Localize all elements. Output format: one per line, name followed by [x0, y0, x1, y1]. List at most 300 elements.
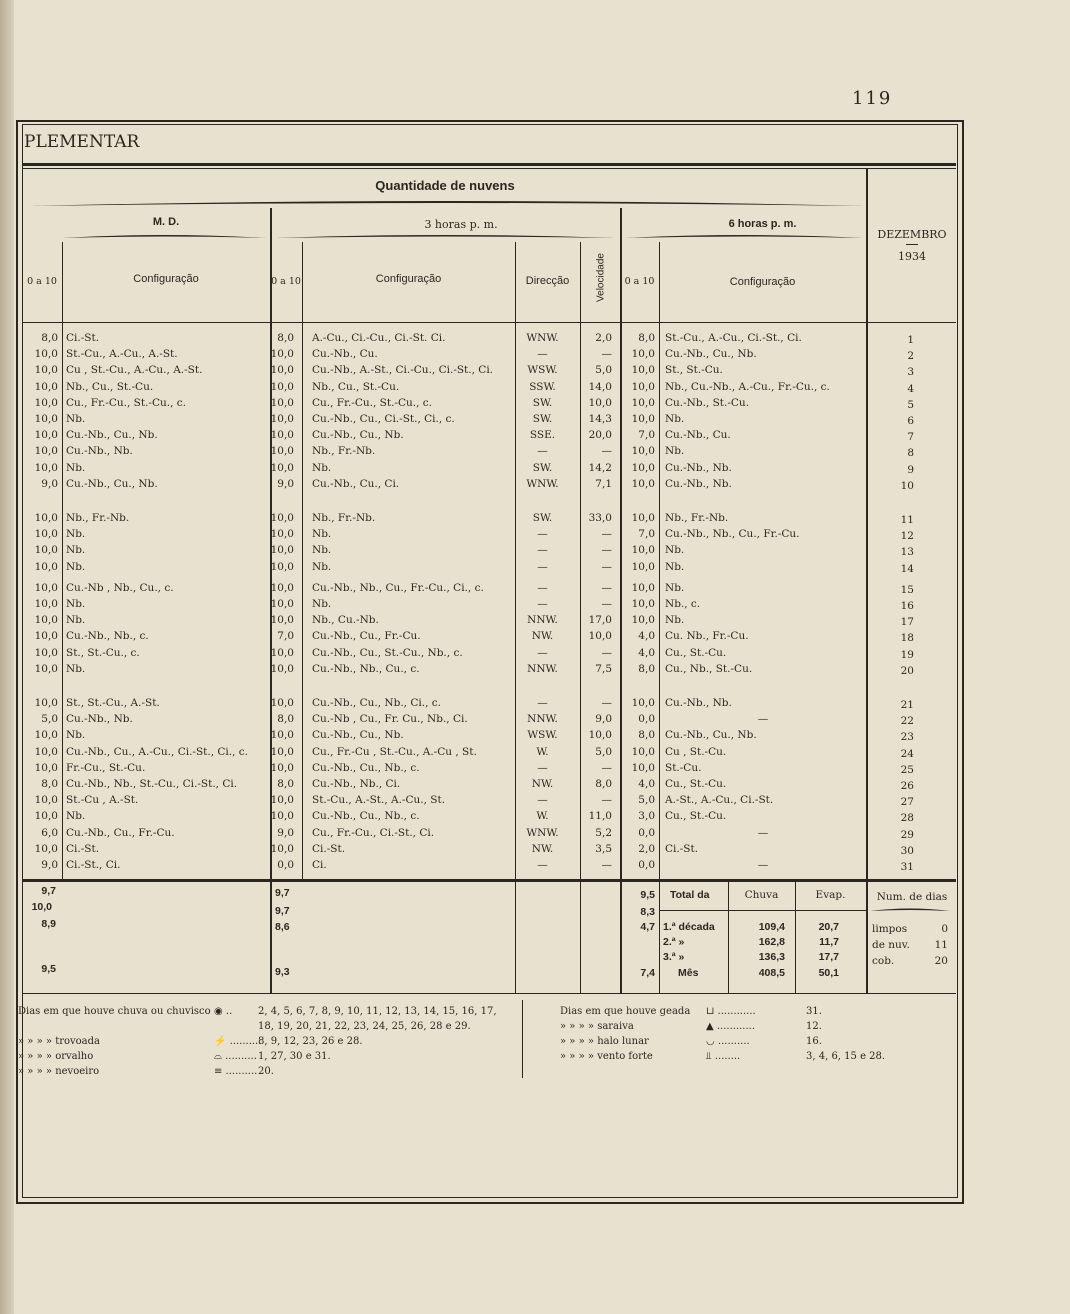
three-pm-config: Nb., Cu., St.-Cu.	[312, 380, 400, 393]
six-pm-config: Cu.-Nb., Cu.	[665, 429, 731, 442]
day-number: 24	[900, 747, 914, 760]
three-pm-config: Cu.-Nb., Cu., Fr.-Cu.	[312, 630, 421, 643]
six-pm-value: 10,0	[631, 348, 655, 361]
three-pm-velocity: 20,0	[588, 429, 612, 442]
day-number: 2	[907, 350, 914, 363]
six-pm-value: 10,0	[631, 445, 655, 458]
three-pm-config: Cu.-Nb., Nb., Cu., c.	[312, 662, 420, 675]
three-pm-summary-3: 8,6	[275, 921, 290, 933]
six-pm-value: 10,0	[631, 598, 655, 610]
six-pm-value: 8,0	[638, 729, 655, 742]
md-summary-2: 10,0	[31, 901, 52, 913]
md-value: 10,0	[34, 598, 58, 610]
month-label: Mês	[678, 967, 699, 979]
md-config: Cu.-Nb., Nb.	[66, 445, 133, 458]
header-rule	[22, 163, 956, 166]
note-days: 12.	[806, 1021, 822, 1032]
six-pm-config: Nb.	[665, 413, 685, 425]
three-pm-velocity: 14,3	[588, 413, 612, 425]
md-value: 10,0	[34, 662, 58, 675]
six-pm-value: 10,0	[631, 761, 655, 774]
three-pm-direction: —	[537, 445, 548, 458]
three-pm-config: Nb., Fr.-Nb.	[312, 445, 376, 458]
three-pm-summary-4: 9,3	[275, 966, 290, 978]
three-pm-direction: SW.	[532, 396, 553, 409]
three-pm-direction: NW.	[531, 630, 554, 643]
three-pm-direction: —	[537, 598, 548, 610]
six-pm-config: St., St.-Cu.	[665, 364, 723, 377]
six-pm-config: —	[757, 826, 769, 839]
day-number: 18	[900, 632, 914, 645]
three-pm-value: 10,0	[270, 461, 294, 474]
three-pm-config: Cu.-Nb., Cu., St.-Cu., Nb., c.	[312, 646, 463, 659]
day-number: 31	[900, 861, 914, 873]
three-pm-config: Cu.-Nb , Cu., Fr. Cu., Nb., Ci.	[312, 713, 468, 726]
md-value: 8,0	[41, 332, 58, 344]
decade-2-chuva: 162,8	[758, 936, 785, 948]
six-pm-config: St.-Cu.	[665, 761, 702, 774]
six-pm-config: Ci.-St.	[665, 842, 699, 855]
md-config: Cu.-Nb., Nb., c.	[66, 630, 149, 643]
three-pm-config: Nb., Cu.-Nb.	[312, 614, 379, 627]
note-symbol: ⚡ ..........	[214, 1036, 262, 1047]
md-value: 10,0	[34, 396, 58, 409]
six-pm-config: Cu. Nb., Fr.-Cu.	[665, 630, 749, 643]
three-pm-direction: NNW.	[527, 614, 558, 627]
three-pm-direction: SW.	[532, 512, 553, 524]
six-pm-value: 0,0	[638, 713, 655, 726]
three-pm-velocity: 11,0	[588, 810, 612, 823]
day-number: 9	[907, 463, 914, 476]
decade-1-evap: 20,7	[818, 921, 839, 933]
six-pm-value: 4,0	[638, 778, 655, 790]
six-pm-value: 7,0	[638, 528, 655, 541]
three-pm-velocity: —	[601, 560, 612, 573]
col-divider	[62, 242, 63, 879]
day-number: 7	[907, 431, 914, 444]
md-value: 10,0	[34, 461, 58, 474]
three-pm-velocity: 7,5	[595, 662, 612, 675]
day-number: 20	[900, 664, 914, 677]
velocity-header: Velocidade	[595, 253, 607, 302]
three-pm-value: 9,0	[277, 477, 294, 490]
three-pm-value: 10,0	[270, 528, 294, 541]
day-number: 11	[900, 514, 914, 526]
md-value: 8,0	[41, 778, 58, 790]
three-pm-velocity: 14,0	[588, 380, 612, 393]
md-value: 5,0	[41, 713, 58, 726]
three-pm-direction: —	[537, 761, 548, 774]
six-pm-config: Nb., Cu.-Nb., A.-Cu., Fr.-Cu., c.	[665, 380, 830, 393]
six-pm-config: Cu.-Nb., St.-Cu.	[665, 396, 750, 409]
three-pm-value: 10,0	[270, 794, 294, 807]
three-pm-velocity: 17,0	[588, 614, 612, 627]
six-pm-config: Cu., St.-Cu.	[665, 778, 727, 790]
six-pm-value: 10,0	[631, 413, 655, 425]
three-pm-velocity: 3,5	[595, 842, 612, 855]
dias-limpos-label: limpos	[872, 923, 908, 935]
md-config: Nb.	[66, 614, 86, 627]
three-pm-value: 0,0	[277, 859, 294, 871]
md-config: Cu.-Nb , Nb., Cu., c.	[66, 581, 174, 594]
page-title: PLEMENTAR	[24, 132, 140, 152]
three-pm-value: 8,0	[277, 332, 294, 344]
three-pm-value: 10,0	[270, 348, 294, 361]
dias-nuv-value: 11	[934, 939, 948, 951]
three-pm-direction: NW.	[531, 778, 554, 790]
three-pm-value: 10,0	[270, 646, 294, 659]
notes-divider	[522, 1000, 523, 1078]
six-pm-config: —	[757, 859, 769, 871]
day-number: 27	[900, 796, 914, 809]
note-days: 16.	[806, 1036, 822, 1047]
note-symbol: ≡ ..........	[214, 1066, 258, 1077]
md-config: Nb.	[66, 413, 86, 425]
six-pm-config: Nb.	[665, 560, 685, 573]
three-pm-direction: NW.	[531, 842, 554, 855]
three-pm-config: Nb.	[312, 598, 332, 610]
md-config: St.-Cu , A.-St.	[66, 794, 139, 807]
note-days: 31.	[806, 1006, 822, 1017]
three-pm-value: 9,0	[277, 826, 294, 839]
day-number: 17	[900, 616, 914, 629]
col-divider	[659, 242, 660, 993]
day-number: 1	[907, 334, 914, 346]
six-pm-value: 10,0	[631, 512, 655, 524]
three-pm-summary-1: 9,7	[275, 887, 290, 899]
six-pm-config: Cu.-Nb., Nb.	[665, 461, 732, 474]
num-dias-label: Num. de dias	[876, 891, 948, 903]
day-number: 3	[907, 366, 914, 379]
three-pm-velocity: —	[601, 445, 612, 458]
three-pm-config: Cu.-Nb., Nb., Ci.	[312, 778, 401, 790]
three-pm-config: Ci.-St.	[312, 842, 346, 855]
md-config: Nb.	[66, 544, 86, 557]
md-summary-1: 9,7	[41, 885, 56, 897]
six-pm-config: Cu.-Nb., Nb.	[665, 697, 732, 709]
day-number: 14	[900, 562, 914, 575]
three-pm-config: Cu.-Nb., Cu., Nb., Ci., c.	[312, 697, 441, 709]
dias-limpos-value: 0	[941, 923, 948, 935]
three-pm-value: 10,0	[270, 445, 294, 458]
six-pm-summary-3: 4,7	[640, 921, 655, 933]
three-pm-value: 10,0	[270, 581, 294, 594]
dias-nuv-label: de nuv.	[872, 939, 910, 951]
six-pm-config: St.-Cu., A.-Cu., Ci.-St., Ci.	[665, 332, 802, 344]
summary-rule	[22, 879, 956, 882]
md-value: 10,0	[34, 544, 58, 557]
six-pm-config: Cu., St.-Cu.	[665, 810, 727, 823]
note-days: 2, 4, 5, 6, 7, 8, 9, 10, 11, 12, 13, 14, 15, 16, 17,	[258, 1006, 497, 1017]
three-pm-velocity: —	[601, 544, 612, 557]
md-config: Cu , St.-Cu., A.-Cu., A.-St.	[66, 364, 203, 377]
six-pm-value: 10,0	[631, 697, 655, 709]
six-pm-value: 10,0	[631, 544, 655, 557]
dias-cob-value: 20	[934, 955, 948, 967]
three-pm-value: 10,0	[270, 560, 294, 573]
md-value: 10,0	[34, 348, 58, 361]
chuva-label: Chuva	[744, 889, 779, 901]
three-pm-config: Cu., Fr.-Cu., St.-Cu., c.	[312, 396, 432, 409]
note-symbol: ⊔ ............	[706, 1006, 756, 1017]
three-pm-value: 10,0	[270, 544, 294, 557]
three-pm-config: Cu.-Nb., A.-St., Ci.-Cu., Ci.-St., Ci.	[312, 364, 494, 377]
note-label: » » » » trovoada	[18, 1036, 101, 1047]
md-config: Fr.-Cu., St.-Cu.	[66, 761, 146, 774]
six-pm-value: 8,0	[638, 662, 655, 675]
note-label: Dias em que houve chuva ou chuvisco	[18, 1006, 211, 1017]
md-config: St., St.-Cu., A.-St.	[66, 697, 160, 709]
md-config: Nb.	[66, 662, 86, 675]
three-pm-direction: —	[537, 528, 548, 541]
month-dash	[906, 244, 918, 245]
three-pm-direction: SSE.	[529, 429, 556, 442]
six-pm-config: Cu.-Nb., Cu., Nb.	[665, 729, 757, 742]
md-value: 10,0	[34, 842, 58, 855]
md-value: 10,0	[34, 429, 58, 442]
three-pm-value: 10,0	[270, 729, 294, 742]
note-symbol: ⌓ ..........	[214, 1051, 257, 1062]
note-days: 18, 19, 20, 21, 22, 23, 24, 25, 26, 28 e 29.	[258, 1021, 471, 1032]
month-header: DEZEMBRO	[877, 228, 947, 241]
three-pm-direction: SW.	[532, 461, 553, 474]
six-pm-config: Cu., Nb., St.-Cu.	[665, 662, 753, 675]
six-pm-value: 2,0	[638, 842, 655, 855]
three-pm-value: 10,0	[270, 810, 294, 823]
month-chuva: 408,5	[758, 967, 785, 979]
day-number: 8	[907, 447, 914, 460]
evap-label: Evap.	[815, 889, 846, 901]
note-symbol: ◉ ..	[214, 1006, 233, 1017]
three-pm-direction: —	[537, 697, 548, 709]
six-pm-value: 10,0	[631, 396, 655, 409]
day-number: 26	[900, 780, 914, 792]
md-value: 10,0	[34, 560, 58, 573]
three-pm-value: 10,0	[270, 380, 294, 393]
page-edge	[0, 0, 14, 1314]
six-pm-value: 4,0	[638, 646, 655, 659]
day-number: 28	[900, 812, 914, 825]
notes-rule	[22, 993, 956, 994]
column-header-rule	[22, 322, 956, 323]
three-pm-value: 10,0	[270, 614, 294, 627]
three-pm-value: 10,0	[270, 761, 294, 774]
three-pm-config: Cu.-Nb., Cu., Nb.	[312, 429, 404, 442]
three-pm-velocity: 5,2	[595, 826, 612, 839]
six-pm-config: Nb.	[665, 581, 685, 594]
three-pm-velocity: 7,1	[595, 477, 612, 490]
six-pm-config: Nb., c.	[665, 598, 701, 610]
three-pm-velocity: 5,0	[595, 364, 612, 377]
six-pm-value: 4,0	[638, 630, 655, 643]
three-pm-value: 10,0	[270, 396, 294, 409]
three-pm-value: 8,0	[277, 778, 294, 790]
direction-header: Direcção	[525, 275, 570, 287]
three-pm-velocity: 9,0	[595, 713, 612, 726]
md-config: Cu., Fr.-Cu., St.-Cu., c.	[66, 396, 186, 409]
three-pm-velocity: —	[601, 528, 612, 541]
three-pm-direction: WNW.	[526, 826, 559, 839]
three-pm-velocity: 5,0	[595, 745, 612, 758]
md-config: Nb.	[66, 461, 86, 474]
day-number: 6	[907, 415, 914, 427]
md-config: Nb.	[66, 729, 86, 742]
three-pm-config: Nb., Fr.-Nb.	[312, 512, 376, 524]
note-label: Dias em que houve geada	[560, 1006, 691, 1017]
md-scale-header: 0 a 10	[27, 276, 57, 287]
three-pm-config: Cu., Fr.-Cu , St.-Cu., A.-Cu , St.	[312, 745, 477, 758]
three-pm-value: 10,0	[270, 697, 294, 709]
six-pm-config: Nb., Fr.-Nb.	[665, 512, 729, 524]
note-label: » » » » nevoeiro	[18, 1066, 100, 1077]
three-pm-direction: W.	[536, 745, 549, 758]
three-pm-velocity: 33,0	[588, 512, 612, 524]
header-rule-thin	[22, 168, 956, 169]
col-divider	[302, 242, 303, 879]
note-symbol: ▲ ............	[706, 1021, 756, 1032]
md-config: Cu.-Nb., Nb., St.-Cu., Ci.-St., Ci.	[66, 778, 238, 790]
three-pm-velocity: 14,2	[588, 461, 612, 474]
md-config: Ci.-St., Ci.	[66, 859, 121, 871]
six-pm-summary-2: 8,3	[640, 906, 655, 918]
six-pm-config: A.-St., A.-Cu., Ci.-St.	[665, 794, 774, 807]
md-config-header: Configuração	[133, 273, 199, 285]
day-number: 5	[907, 398, 914, 411]
six-pm-config: Nb.	[665, 614, 685, 627]
md-config: Nb., Cu., St.-Cu.	[66, 380, 154, 393]
md-config: Cu.-Nb., Cu., A.-Cu., Ci.-St., Ci., c.	[66, 745, 249, 758]
day-number: 15	[900, 583, 914, 596]
decade-3-evap: 17,7	[818, 951, 839, 963]
six-pm-config: Cu , St.-Cu.	[665, 745, 727, 758]
md-header: M. D.	[152, 216, 180, 228]
three-pm-value: 10,0	[270, 842, 294, 855]
page-number: 119	[852, 88, 893, 109]
six-pm-config: Cu.-Nb., Cu., Nb.	[665, 348, 757, 361]
md-value: 10,0	[34, 614, 58, 627]
md-value: 10,0	[34, 810, 58, 823]
day-number: 4	[907, 382, 914, 395]
three-pm-velocity: —	[601, 761, 612, 774]
three-pm-velocity: 10,0	[588, 630, 612, 643]
three-pm-direction: SSW.	[529, 380, 556, 393]
three-pm-config-header: Configuração	[375, 273, 442, 285]
three-pm-velocity: 10,0	[588, 396, 612, 409]
six-pm-value: 10,0	[631, 477, 655, 490]
decade-1-chuva: 109,4	[758, 921, 785, 933]
three-pm-config: Cu.-Nb., Cu., Ci.	[312, 477, 400, 490]
md-config: Cu.-Nb., Cu., Nb.	[66, 477, 158, 490]
year-header: 1934	[898, 250, 926, 263]
six-pm-value: 10,0	[631, 614, 655, 627]
six-pm-config: —	[757, 713, 769, 726]
md-value: 10,0	[34, 581, 58, 594]
day-number: 16	[900, 600, 914, 612]
six-pm-config: Cu.-Nb., Nb., Cu., Fr.-Cu.	[665, 528, 800, 541]
three-pm-velocity: 8,0	[595, 778, 612, 790]
three-pm-swoosh	[275, 232, 615, 242]
md-value: 10,0	[34, 745, 58, 758]
note-symbol: ◡ ..........	[706, 1036, 750, 1047]
three-pm-direction: WSW.	[527, 729, 558, 742]
six-pm-value: 0,0	[638, 826, 655, 839]
dias-swoosh	[870, 906, 950, 916]
three-pm-config: Ci.	[312, 859, 327, 871]
md-config: Cu.-Nb., Cu., Fr.-Cu.	[66, 826, 175, 839]
three-pm-direction: —	[537, 348, 548, 361]
md-value: 10,0	[34, 528, 58, 541]
three-pm-velocity: —	[601, 646, 612, 659]
six-pm-config: Nb.	[665, 544, 685, 557]
total-label: Total da	[670, 889, 710, 901]
three-pm-value: 10,0	[270, 662, 294, 675]
six-pm-value: 5,0	[638, 794, 655, 807]
three-pm-config: Cu.-Nb., Cu., Nb., c.	[312, 810, 420, 823]
decade-3-label: 3.ª »	[663, 951, 685, 963]
six-pm-value: 8,0	[638, 332, 655, 344]
md-summary-3: 8,9	[41, 918, 56, 930]
three-pm-velocity: —	[601, 697, 612, 709]
day-number: 21	[900, 699, 914, 711]
six-pm-value: 10,0	[631, 560, 655, 573]
three-pm-direction: NNW.	[527, 662, 558, 675]
md-value: 10,0	[34, 364, 58, 377]
three-pm-velocity: —	[601, 794, 612, 807]
three-pm-velocity: —	[601, 581, 612, 594]
md-config: St., St.-Cu., c.	[66, 646, 140, 659]
three-pm-direction: —	[537, 581, 548, 594]
note-days: 1, 27, 30 e 31.	[258, 1051, 331, 1062]
three-pm-value: 10,0	[270, 512, 294, 524]
note-symbol: ⫫ ........	[706, 1051, 741, 1062]
six-pm-value: 7,0	[638, 429, 655, 442]
six-pm-swoosh	[625, 232, 863, 242]
md-value: 10,0	[34, 794, 58, 807]
md-config: Cu.-Nb., Cu., Nb.	[66, 429, 158, 442]
three-pm-velocity: —	[601, 859, 612, 871]
three-pm-value: 10,0	[270, 598, 294, 610]
three-pm-config: Cu.-Nb., Cu., Nb., c.	[312, 761, 420, 774]
three-pm-config: Nb.	[312, 560, 332, 573]
six-pm-value: 10,0	[631, 745, 655, 758]
three-pm-velocity: 10,0	[588, 729, 612, 742]
three-pm-header: 3 horas p. m.	[424, 218, 498, 231]
quantity-header: Quantidade de nuvens	[375, 178, 515, 193]
three-pm-config: Cu.-Nb., Nb., Cu., Fr.-Cu., Ci., c.	[312, 581, 484, 594]
six-pm-scale-header: 0 a 10	[624, 276, 655, 287]
md-value: 10,0	[34, 697, 58, 709]
note-label: » » » » saraiva	[560, 1021, 634, 1032]
three-pm-value: 10,0	[270, 364, 294, 377]
six-pm-summary-1: 9,5	[640, 889, 655, 901]
md-value: 9,0	[41, 859, 58, 871]
three-pm-value: 10,0	[270, 745, 294, 758]
md-config: Cu.-Nb., Nb.	[66, 713, 133, 726]
three-pm-config: Cu., Fr.-Cu., Ci.-St., Ci.	[312, 826, 435, 839]
note-days: 20.	[258, 1066, 274, 1077]
note-days: 3, 4, 6, 15 e 28.	[806, 1051, 886, 1062]
three-pm-direction: WNW.	[526, 332, 559, 344]
three-pm-direction: —	[537, 560, 548, 573]
six-pm-config: Cu.-Nb., Nb.	[665, 477, 732, 490]
three-pm-direction: W.	[536, 810, 549, 823]
six-pm-value: 3,0	[638, 810, 655, 823]
md-swoosh	[62, 232, 267, 242]
six-pm-config-header: Configuração	[729, 276, 796, 288]
three-pm-config: Cu.-Nb., Cu.	[312, 348, 378, 361]
md-value: 10,0	[34, 630, 58, 643]
decade-3-chuva: 136,3	[758, 951, 785, 963]
